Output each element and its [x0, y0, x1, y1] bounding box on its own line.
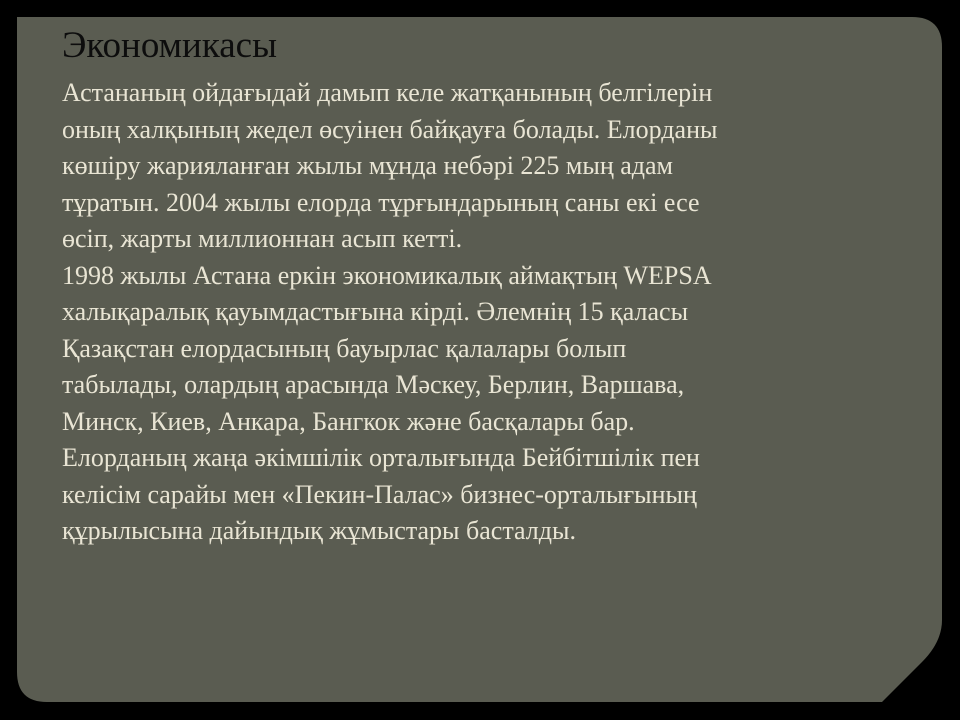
body-line: халықаралық қауымдастығына кірді. Әлемнің 15 қаласы — [62, 297, 689, 326]
body-line: көшіру жарияланған жылы мұнда небәрі 225 мың адам — [62, 151, 674, 180]
body-line: Қазақстан елордасының бауырлас қалалары болып — [62, 333, 627, 363]
body-line: құрылысына дайындық жұмыстары басталды. — [62, 516, 576, 545]
body-line: тұратын. 2004 жылы елорда тұрғындарының саны екі есе — [62, 187, 700, 217]
slide-title: Экономикасы — [62, 25, 277, 66]
body-line: Елорданың жаңа әкімшілік орталығында Бейбітшілік пен — [62, 443, 700, 472]
body-line: табылады, олардың арасында Мәскеу, Берлин, Варшава, — [62, 370, 685, 399]
body-line: 1998 жылы Астана еркін экономикалық аймақтың WEPSA — [62, 260, 712, 290]
slide-body-text — [62, 75, 902, 550]
body-line: Минск, Киев, Анкара, Бангкок және басқалары бар. — [62, 406, 635, 436]
body-line: өсіп, жарты миллионнан асып кетті. — [62, 224, 463, 253]
body-line: оның халқының жедел өсуінен байқауға болады. Елорданы — [62, 114, 718, 144]
body-line: Астананың ойдағыдай дамып келе жатқанының белгілерін — [62, 78, 713, 107]
body-line: келісім сарайы мен «Пекин-Палас» бизнес-орталығының — [62, 479, 697, 509]
